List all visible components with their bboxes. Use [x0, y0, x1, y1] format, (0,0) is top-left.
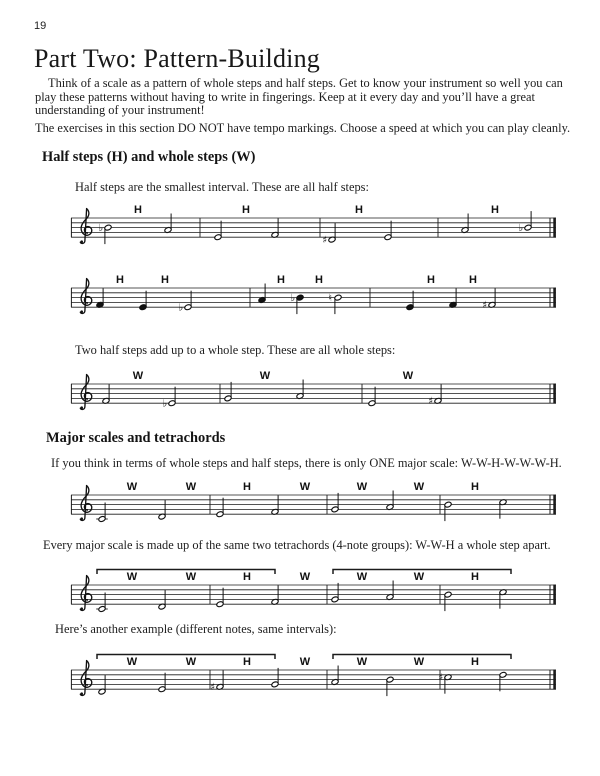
treble-clef-dot [80, 607, 83, 610]
accidental-sharp-icon: ♯ [438, 672, 444, 684]
staff-half-steps-1 [70, 198, 562, 262]
treble-clef-dot [80, 692, 83, 695]
accidental-sharp-icon: ♯ [322, 235, 328, 246]
interval-label: W [402, 370, 414, 382]
interval-label: H [116, 274, 124, 286]
interval-label: W [356, 571, 368, 583]
interval-label: H [134, 204, 142, 216]
interval-label: H [243, 571, 251, 583]
accidental-natural-icon: ♮ [328, 293, 332, 304]
interval-label: H [471, 571, 479, 583]
staff-notation-major-scale-c [70, 475, 562, 539]
interval-label: H [315, 274, 323, 286]
caption-one-major-scale: If you think in terms of whole steps and half steps, there is only ONE major scale: W-W-H-W-W-W-H. [51, 456, 562, 470]
section-heading-major-scales: Major scales and tetrachords [46, 430, 226, 446]
page-number: 19 [34, 20, 47, 32]
interval-label: W [413, 481, 425, 493]
staff-notation-half-steps-example-2 [70, 268, 562, 332]
staff-half-steps-2 [70, 268, 562, 332]
staff-notation-whole-steps-example [70, 364, 562, 428]
interval-label: H [471, 656, 479, 668]
interval-label: H [277, 274, 285, 286]
tempo-note-paragraph: The exercises in this section DO NOT have tempo markings. Choose a speed at which you can play cleanly. [35, 121, 571, 135]
staff-whole-steps [70, 364, 562, 428]
interval-label: W [413, 656, 425, 668]
interval-label: W [185, 571, 197, 583]
interval-label: H [427, 274, 435, 286]
interval-label: W [126, 656, 138, 668]
accidental-flat-icon: ♭ [178, 302, 184, 314]
interval-label: W [299, 571, 311, 583]
final-barline-thick [553, 585, 556, 605]
treble-clef-dot [80, 406, 83, 409]
interval-label: W [299, 481, 311, 493]
caption-tetrachords: Every major scale is made up of the same two tetrachords (4-note groups): W-W-H a whole step apart. [43, 538, 551, 552]
staff-notation-major-scale-c-tetrachords [70, 565, 562, 629]
treble-clef-dot [80, 240, 83, 243]
interval-label: H [243, 656, 251, 668]
final-barline-thick [553, 288, 556, 308]
accidental-sharp-icon: ♯ [210, 682, 216, 694]
final-barline-thick [553, 495, 556, 515]
interval-label: H [161, 274, 169, 286]
final-barline-thick [553, 218, 556, 238]
interval-label: H [491, 204, 499, 216]
caption-another-example: Here’s another example (different notes, same intervals): [55, 622, 337, 636]
interval-label: W [185, 656, 197, 668]
interval-label: W [126, 481, 138, 493]
interval-label: W [126, 571, 138, 583]
treble-clef-dot [80, 517, 83, 520]
intro-paragraph: Think of a scale as a pattern of whole steps and half steps. Get to know your instrument so well you can play these patterns without having to write in fingerings. Keep at it every day and you’ll have a great understanding of your instrument! [35, 76, 563, 118]
interval-label: H [469, 274, 477, 286]
caption-half-steps: Half steps are the smallest interval. These are all half steps: [75, 180, 369, 194]
accidental-sharp-icon: ♯ [482, 300, 488, 312]
interval-label: H [243, 481, 251, 493]
interval-label: W [299, 656, 311, 668]
staff-notation-major-scale-d-tetrachords [70, 650, 562, 714]
interval-label: W [356, 481, 368, 493]
accidental-flat-icon: ♭ [98, 223, 104, 234]
final-barline-thick [553, 670, 556, 690]
page-title: Part Two: Pattern-Building [34, 44, 320, 73]
staff-major-scale [70, 475, 562, 539]
interval-label: W [259, 370, 271, 382]
caption-whole-steps: Two half steps add up to a whole step. These are all whole steps: [75, 343, 396, 357]
interval-label: H [355, 204, 363, 216]
interval-label: W [132, 370, 144, 382]
staff-major-scale-d [70, 650, 562, 714]
accidental-flat-icon: ♭ [290, 293, 296, 304]
section-heading-half-whole-steps: Half steps (H) and whole steps (W) [42, 149, 256, 165]
treble-clef-dot [80, 310, 83, 313]
staff-notation-half-steps-example-1 [70, 198, 562, 262]
final-barline-thick [553, 384, 556, 404]
staff-major-scale-tetrachords [70, 565, 562, 629]
interval-label: H [471, 481, 479, 493]
accidental-flat-icon: ♭ [162, 398, 168, 410]
interval-label: H [242, 204, 250, 216]
accidental-flat-icon: ♭ [518, 223, 524, 234]
interval-label: W [413, 571, 425, 583]
interval-label: W [185, 481, 197, 493]
interval-label: W [356, 656, 368, 668]
accidental-sharp-icon: ♯ [428, 396, 434, 408]
